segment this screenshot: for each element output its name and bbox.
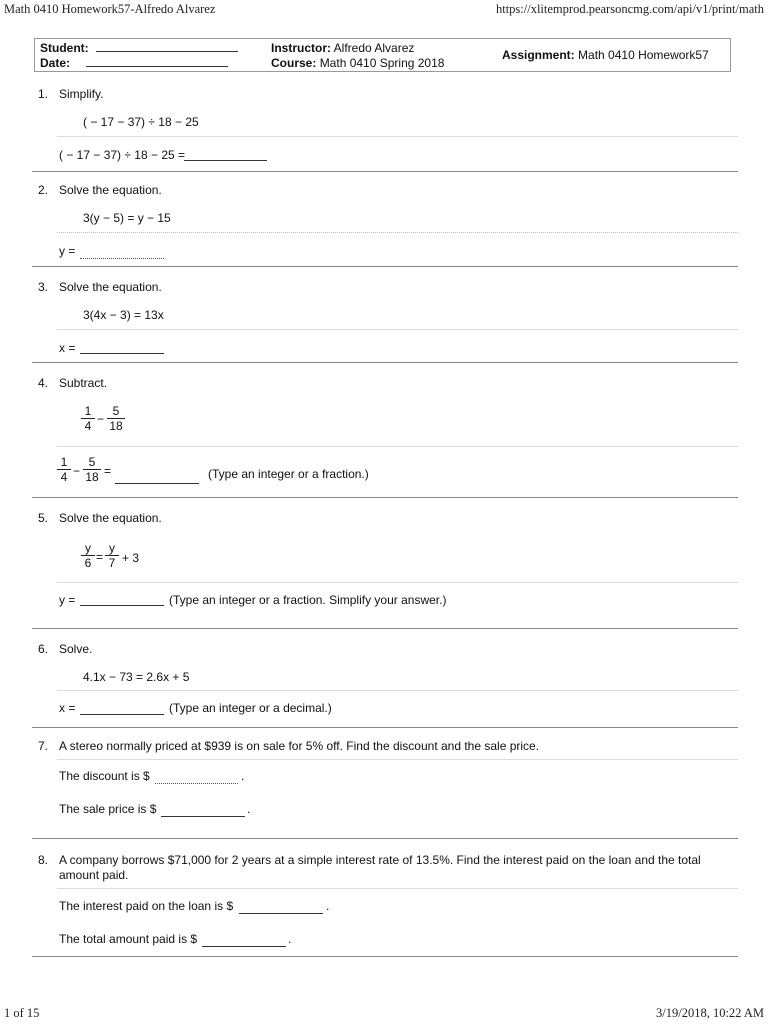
operator: − <box>97 412 105 426</box>
question-prompt: Solve the equation. <box>59 511 162 525</box>
numerator: 5 <box>112 404 120 418</box>
question-number: 5. <box>38 511 49 525</box>
divider <box>57 888 738 889</box>
expression-tail: + 3 <box>122 551 140 565</box>
question-separator <box>32 171 738 172</box>
assignment-info-box <box>34 38 731 72</box>
fraction-1 <box>79 404 97 433</box>
numerator: y <box>85 541 91 555</box>
question-separator <box>32 362 738 363</box>
date-blank <box>86 56 228 67</box>
date-label: Date: <box>40 56 71 70</box>
question-separator <box>32 727 738 728</box>
total-paid-prefix: The total amount paid is $ <box>59 932 198 946</box>
instructor-label: Instructor: <box>271 41 331 55</box>
discount-prefix: The discount is $ <box>59 769 150 783</box>
denominator: 7 <box>108 556 116 570</box>
fraction-2 <box>105 404 127 433</box>
equals-sign: = <box>96 550 104 564</box>
question-expression: ( − 17 − 37) ÷ 18 − 25 <box>83 115 199 129</box>
divider <box>57 136 738 137</box>
answer-hint: (Type an integer or a decimal.) <box>169 701 332 715</box>
question-expression: 3(y − 5) = y − 15 <box>83 211 171 225</box>
question-separator <box>32 838 738 839</box>
interest-prefix: The interest paid on the loan is $ <box>59 899 234 913</box>
answer-input[interactable] <box>80 246 164 259</box>
operator: − <box>73 464 81 478</box>
divider <box>57 690 738 691</box>
fraction-1 <box>55 455 73 484</box>
print-header-title: Math 0410 Homework57-Alfredo Alvarez <box>4 2 216 16</box>
question-prompt-line1: A company borrows $71,000 for 2 years at a simple interest rate of 13.5%. Find the interest paid on the loan and the total <box>59 853 701 867</box>
period: . <box>241 769 245 783</box>
total-paid-input[interactable] <box>202 934 286 947</box>
answer-hint: (Type an integer or a fraction.) <box>208 467 369 481</box>
question-prompt: Subtract. <box>59 376 108 390</box>
print-timestamp: 3/19/2018, 10:22 AM <box>656 1006 764 1020</box>
divider <box>57 759 738 760</box>
divider <box>57 582 738 583</box>
period: . <box>326 899 330 913</box>
question-separator <box>32 956 738 957</box>
numerator: 1 <box>60 455 68 469</box>
question-separator <box>32 497 738 498</box>
question-prompt-line2: amount paid. <box>59 868 129 882</box>
sale-price-prefix: The sale price is $ <box>59 802 157 816</box>
question-expression: 4.1x − 73 = 2.6x + 5 <box>83 670 190 684</box>
numerator: 5 <box>88 455 96 469</box>
divider <box>57 446 738 447</box>
divider <box>57 232 738 233</box>
assignment-label: Assignment: <box>502 48 575 62</box>
student-label: Student: <box>40 41 89 55</box>
answer-input[interactable] <box>184 148 267 161</box>
interest-input[interactable] <box>239 901 323 914</box>
fraction-2 <box>103 541 121 570</box>
course-value: Math 0410 Spring 2018 <box>319 56 445 70</box>
fraction-2 <box>81 455 103 484</box>
answer-input[interactable] <box>80 702 164 715</box>
assignment-value: Math 0410 Homework57 <box>578 48 709 62</box>
question-number: 1. <box>38 87 49 101</box>
student-name-blank <box>96 41 238 52</box>
answer-prefix: y = <box>59 593 76 607</box>
equals-sign: = <box>104 464 112 478</box>
question-prompt: Solve the equation. <box>59 280 162 294</box>
question-expression: 3(4x − 3) = 13x <box>83 308 164 322</box>
question-prompt: Simplify. <box>59 87 104 101</box>
question-number: 8. <box>38 853 49 867</box>
instructor-value: Alfredo Alvarez <box>333 41 415 55</box>
denominator: 18 <box>85 470 99 484</box>
question-number: 3. <box>38 280 49 294</box>
question-prompt: Solve. <box>59 642 93 656</box>
sale-price-input[interactable] <box>161 804 245 817</box>
answer-prefix: ( − 17 − 37) ÷ 18 − 25 = <box>59 148 186 162</box>
question-prompt: Solve the equation. <box>59 183 162 197</box>
question-prompt: A stereo normally priced at $939 is on sale for 5% off. Find the discount and the sale price. <box>59 739 540 753</box>
print-header-url: https://xlitemprod.pearsoncmg.com/api/v1/print/math <box>495 2 764 16</box>
answer-input[interactable] <box>80 593 164 606</box>
question-number: 7. <box>38 739 49 753</box>
denominator: 18 <box>109 419 123 433</box>
denominator: 4 <box>84 419 92 433</box>
answer-prefix: y = <box>59 244 76 258</box>
denominator: 6 <box>84 556 92 570</box>
divider <box>57 329 738 330</box>
numerator: y <box>109 541 115 555</box>
question-number: 6. <box>38 642 49 656</box>
discount-input[interactable] <box>155 771 238 784</box>
page-counter: 1 of 15 <box>4 1006 40 1020</box>
question-separator <box>32 266 738 267</box>
answer-prefix: x = <box>59 701 76 715</box>
answer-hint: (Type an integer or a fraction. Simplify your answer.) <box>169 593 447 607</box>
fraction-1 <box>79 541 97 570</box>
answer-input[interactable] <box>80 341 164 354</box>
numerator: 1 <box>84 404 92 418</box>
period: . <box>247 802 251 816</box>
answer-input[interactable] <box>115 471 199 484</box>
period: . <box>288 932 292 946</box>
course-label: Course: <box>271 56 317 70</box>
answer-prefix: x = <box>59 341 76 355</box>
question-number: 2. <box>38 183 49 197</box>
question-number: 4. <box>38 376 49 390</box>
question-separator <box>32 628 738 629</box>
denominator: 4 <box>60 470 68 484</box>
